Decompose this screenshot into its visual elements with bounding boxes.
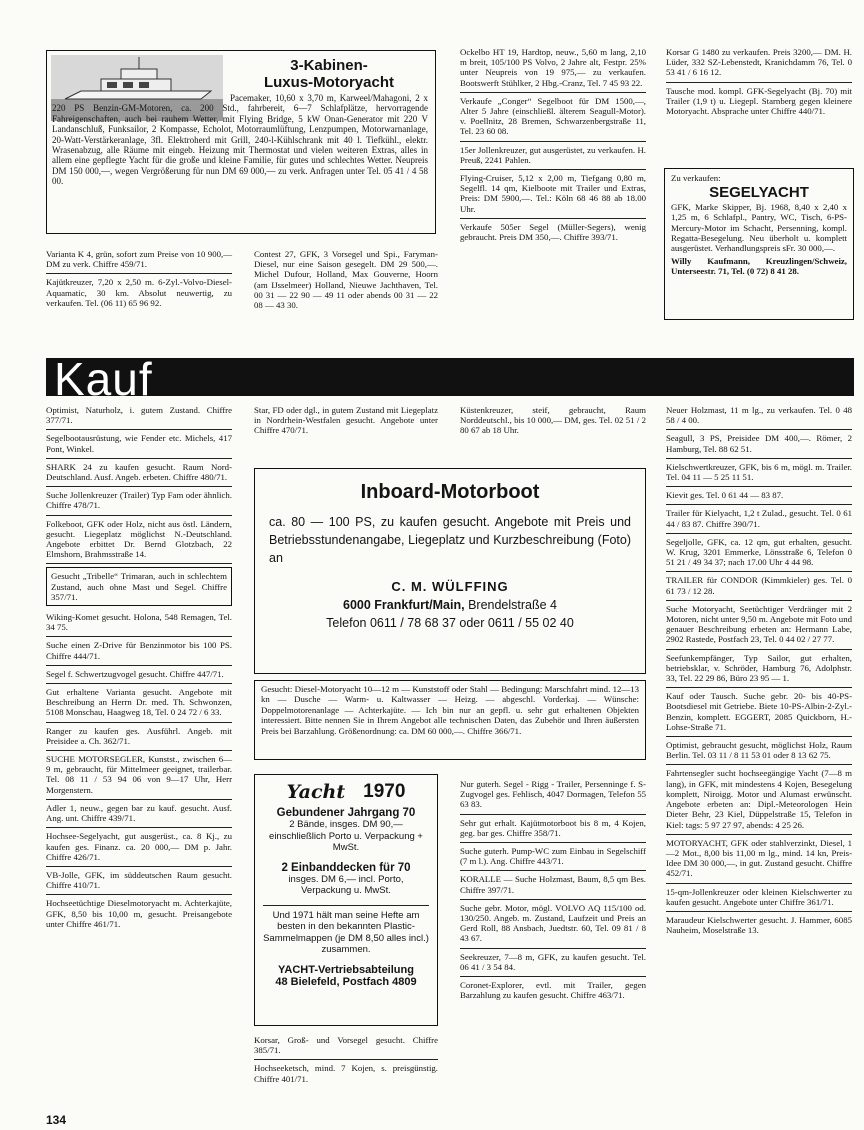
classified-ad: TRAILER für CONDOR (Kimmkieler) ges. Tel. 0 61 73 / 12 28. <box>666 572 852 600</box>
classified-ad-boxed: Gesucht „Tribelle“ Trimaran, auch in schlechtem Zustand, auch ohne Mast und Segel. Chiffre 357/71. <box>46 567 232 606</box>
featured-text: Pacemaker, 10,60 x 3,70 m, Karweel/Mahagoni, 2 x 220 PS Benzin-GM-Motoren, ca. 200 Std., fahrbereit, 6—7 Schlafplätze, hervorragende Fahreigenschaften, auch bei rauhem Wetter, mit Flying Bridge, 5 kW Onan-Generator mit 220 V Landanschluß, Funksailor, 2 Kompasse, Echolot, Motorraumlüftung, Lenzpumpen, Motorwarnanlage, 20-Watt-Verstärkeranlage, 3fl. Elektroherd mit Grill, 240-l-Kühlschrank mit 40 l. Tiefkühl., elektr. Wrasenabzug, alle Räume mit eingeb. Heizung mit Thermostat und vielen weiteren Extras, alles in allem eine gepflegte Yacht für die große und kleine Familie, für gutes und schlechtes Wetter. Neupreis DM 150 000,—, wegen Vergrößerung für nun DM 69 000,— zu verk. Anfragen unter Tel. 05 41 / 4 58 00. <box>52 93 428 187</box>
kauf-col3-bottom <box>460 776 646 1004</box>
classified-ad: Adler 1, neuw., gegen bar zu kauf. gesucht. Ausf. Ang. unt. Chiffre 439/71. <box>46 800 232 828</box>
classified-ad: Kievit ges. Tel. 0 61 44 — 83 87. <box>666 487 852 505</box>
classified-ad: Ockelbo HT 19, Hardtop, neuw., 5,60 m lang, 2,10 m breit, 105/100 PS Volvo, 2 Jahre alt, Festpr. 25% unter Neupreis von 19 975,— zu verkaufen. Bootswerft Stühlker, 2 Hbg.-Cranz, Tel. 7 45 93 22. <box>460 44 646 93</box>
diesel-motoryacht-ad <box>254 680 646 760</box>
classified-ad: Optimist, gebraucht gesucht, möglichst Holz, Raum Berlin. Tel. 03 11 / 8 11 53 01 oder 8 13 62 75. <box>666 737 852 765</box>
classified-ad: Hochsee-Segelyacht, gut ausgerüst., ca. 8 Kj., zu kaufen ges. Finanz. ca. 20 000,— DM p. Jahr. Chiffre 426/71. <box>46 828 232 867</box>
classified-ad: Segeljolle, GFK, ca. 12 qm, gut erhalten, gesucht. W. Krug, 3201 Emmerke, Lönsstraße 6, Telefon 0 51 21 / 49 34 37; nach 17.00 Uhr 4 44 98. <box>666 534 852 573</box>
inboard-name: C. M. WÜLFFING <box>391 579 509 594</box>
classified-ad: Sehr gut erhalt. Kajütmotorboot bis 8 m, 4 Kojen, geg. bar ges. Chiffre 358/71. <box>460 815 646 843</box>
top-col1 <box>46 246 232 312</box>
classified-ad: SHARK 24 zu kaufen gesucht. Raum Nord-Deutschland. Ausf. Angeb. erbeten. Chiffre 480/71. <box>46 459 232 487</box>
classified-ad: Suche Motoryacht, Seetüchtiger Verdränger mit 2 Motoren, nicht unter 9,50 m. Angebote mit Foto und genauer Beschreibung erbeten an: Hermann Labe, 2902 Rastede, Postfach 23, Tel. 0 44 02 / 27 77. <box>666 601 852 650</box>
classified-ad: Flying-Cruiser, 5,12 x 2,00 m, Tiefgang 0,80 m, Segelfl. 14 qm, Kielboote mit Trailer und Extras, Preis: DM 5900,—. Tel.: Köln 68 46 88 ab 18.00 Uhr. <box>460 170 646 219</box>
yacht-heading-bound: Gebundener Jahrgang 70 <box>276 807 416 819</box>
classified-ad: SUCHE MOTORSEGLER, Kunstst., zwischen 6—9 m, gebraucht, für Mittelmeer geeignet, trailerbar. Tel. 08 11 / 53 94 06 von 9—17 Uhr, Herr Morgenstern. <box>46 751 232 800</box>
classified-ad: Seefunkempfänger, Typ Sailor, gut erhalten, betriebsklar, v. Schröder, Hamburg 76, Adolphstr. 33, Tel. 22 29 86, Büro 23 95 — 1. <box>666 650 852 689</box>
classified-ad: Korsar, Groß- und Vorsegel gesucht. Chiffre 385/71. <box>254 1032 438 1060</box>
classified-ad: Trailer für Kielyacht, 1,2 t Zulad., gesucht. Tel. 0 61 44 / 83 87. Chiffre 390/71. <box>666 505 852 533</box>
classified-ad: Kielschwertkreuzer, GFK, bis 6 m, mögl. m. Trailer. Tel. 04 11 — 5 25 11 51. <box>666 459 852 487</box>
classified-ad: 15er Jollenkreuzer, gut ausgerüstet, zu verkaufen. H. Preuß, 2241 Pahlen. <box>460 142 646 170</box>
classified-ad: Hochseetüchtige Dieselmotoryacht m. Achterkajüte, GFK, 8,50 bis 10,00 m, gesucht. Preisangebote unter Chiffre 461/71. <box>46 898 232 929</box>
yacht-heading-vertrieb: YACHT-Vertriebsabteilung <box>278 963 414 976</box>
featured-title-line1: 3-Kabinen- <box>290 57 368 74</box>
classified-ad: Kauf oder Tausch. Suche gebr. 20- bis 40-PS-Bootsdiesel mit Getriebe. Biete 10-PS-Albin-2-Zyl.-Benzin, komplett. EGGERT, 2085 Quickborn, H.-Lohse-Straße 71. <box>666 688 852 737</box>
kauf-col1 <box>46 402 232 933</box>
yacht-heading-address: 48 Bielefeld, Postfach 4809 <box>275 975 417 988</box>
segelyacht-contact: Willy Kaufmann, Kreuzlingen/Schweiz, Unterseestr. 71, Tel. (0 72) 8 41 28. <box>671 256 847 277</box>
diesel-text: Gesucht: Diesel-Motoryacht 10—12 m — Kunststoff oder Stahl — Bedingung: Marschfahrt mind. 12—13 kn — Dusche — Warm- u. Kaltwasser — Heizg. — abgeschl. Vorderkaj. — Wünsche: Doppelmotorenanlage — Achterkajüte. — Ich bin nur an gepfl. u. sehr gut erhaltenen Objekten interessiert. Bitte nennen Sie in Ihrem Angebot alle technischen Daten, das Zubehör und Ihren äußersten Preis bei Barzahlung. Größenordnung: ca. DM 60 000,—. Chiffre 366/71. <box>261 684 639 736</box>
yacht-heading-covers: 2 Einbanddecken für 70 <box>281 861 411 874</box>
classified-ad: Verkaufe 505er Segel (Müller-Segers), wenig gebraucht. Preis DM 350,—. Chiffre 393/71. <box>460 221 646 243</box>
segelyacht-title: SEGELYACHT <box>709 184 809 202</box>
classified-ad: Korsar G 1480 zu verkaufen. Preis 3200,— DM. H. Lüder, 332 SZ-Lebenstedt, Kranichdamm 76, Tel. 0 53 41 / 6 16 12. <box>666 44 852 83</box>
inboard-motorboot-ad <box>254 468 646 674</box>
classified-ad: Neuer Holzmast, 11 m lg., zu verkaufen. Tel. 0 48 58 / 4 00. <box>666 402 852 430</box>
section-header-kauf <box>46 353 854 405</box>
inboard-text: ca. 80 — 100 PS, zu kaufen gesucht. Angebote mit Preis und Betriebsstundenangabe, Liegeplatz und Kurzbeschreibung (Foto) an <box>269 515 631 565</box>
classified-ad: Nur guterh. Segel - Rigg - Trailer, Persenninge f. S-Zugvogel ges. Fehlisch, 4047 Dormagen, Telefon 55 63 83. <box>460 776 646 815</box>
featured-ad-motoryacht <box>46 50 436 234</box>
top-col3 <box>460 44 646 246</box>
classified-ad: Folkeboot, GFK oder Holz, nicht aus östl. Ländern, gesucht. Liegeplatz möglichst N.-Deutschland. Angebote erbittet Dr. Bernd Glotzbach, 22 Elmshorn, Brahmsstraße 14. <box>46 516 232 565</box>
classified-ad: Optimist, Naturholz, i. gutem Zustand. Chiffre 377/71. <box>46 402 232 430</box>
yacht-logo: Yacht <box>286 781 346 803</box>
classified-ad: Seekreuzer, 7—8 m, GFK, zu kaufen gesucht. Tel. 06 41 / 3 54 84. <box>460 949 646 977</box>
classified-ad: Verkaufe „Conger“ Segelboot für DM 1500,—, Alter 5 Jahre (einschließl. älterem Seagull-Motor). v. Poellnitz, 28 Bremen, Schwarzenbergstraße 11, Tel. 23 60 08. <box>460 93 646 142</box>
classified-ad: Tausche mod. kompl. GFK-Segelyacht (Bj. 70) mit Trailer (1,9 t) u. Liegepl. Starnberg gegen kleinere Motoryacht. Absprache unter Chiffre 440/71. <box>666 85 852 117</box>
classified-ad: Segelbootausrüstung, wie Fender etc. Michels, 417 Pont, Winkel. <box>46 430 232 458</box>
classified-ad: Kajütkreuzer, 7,20 x 2,50 m. 6-Zyl.-Volvo-Diesel-Aquamatic, 30 km. Absolut neuwertig, zu verkaufen. Tel. (06 11) 65 96 92. <box>46 277 232 308</box>
top-col2 <box>254 246 438 314</box>
classified-ad: Contest 27, GFK, 3 Vorsegel und Spi., Faryman-Diesel, nur eine Saison gesegelt. DM 29 500,—. Michel Dufour, Holland, Max Gouverne, Hoorn (am IJsselmeer) Holland, Nieuwe Jachthaven, Tel. 00 31 — 22 90 — 49 11 oder abends 00 31 — 22 08 — 43 30. <box>254 249 438 311</box>
segelyacht-ad <box>664 168 854 320</box>
classified-ad: Suche gebr. Motor, mögl. VOLVO AQ 115/100 od. 130/250. Angeb. m. Zustand, Laufzeit und Preis an Gerd Roll, 88 Ansbach, Juedtstr. 60, Tel. 09 81 / 8 43 67. <box>460 900 646 949</box>
yacht-text-mappen: Und 1971 hält man seine Hefte am besten in den bekannten Plastic-Sammelmappen (je DM 8,50 alles incl.) zusammen. <box>263 909 429 955</box>
classified-ad: VB-Jolle, GFK, im süddeutschen Raum gesucht. Chiffre 410/71. <box>46 867 232 895</box>
classified-ad: Varianta K 4, grün, sofort zum Preise von 10 900,— DM zu verk. Chiffre 459/71. <box>46 246 232 274</box>
kauf-col3-top <box>460 402 646 440</box>
segelyacht-intro: Zu verkaufen: <box>671 173 721 183</box>
classified-ad: Star, FD oder dgl., in gutem Zustand mit Liegeplatz in Nordrhein-Westfalen gesucht. Angebote unter Chiffre 470/71. <box>254 405 438 436</box>
yacht-1970-ad <box>254 774 438 1026</box>
inboard-city: 6000 Frankfurt/Main, <box>343 598 465 612</box>
classified-ad: MOTORYACHT, GFK oder stahlverzinkt, Diesel, 1—2 Mot., 8,00 bis 11,00 m lg., mind. 14 kn, Preis-Idee DM 30 000,—, in gut. Zustand gesucht. Chiffre 452/71. <box>666 835 852 884</box>
classified-ad: Ranger zu kaufen ges. Ausführl. Angeb. mit Preisidee a. Ch. 362/71. <box>46 723 232 751</box>
classified-ad: Gut erhaltene Varianta gesucht. Angebote mit Beschreibung an Herrn Dr. med. Th. Schwonzen, 5108 Monschau, Haagweg 18, Tel. 0 24 72 / 6 33. <box>46 684 232 723</box>
classified-ad: Suche Jollenkreuzer (Trailer) Typ Fam oder ähnlich. Chiffre 478/71. <box>46 487 232 515</box>
classified-ad: 15-qm-Jollenkreuzer oder kleinen Kielschwerter zu kaufen gesucht. Angebote unter Chiffre 361/71. <box>666 884 852 912</box>
section-title: Kauf <box>54 353 153 405</box>
classified-ad: Suche einen Z-Drive für Benzinmotor bis 100 PS. Chiffre 444/71. <box>46 637 232 665</box>
segelyacht-text: GFK, Marke Skipper, Bj. 1968, 8,40 x 2,40 x 1,25 m, 6 Schlafpl., Pantry, WC, Tisch, 6-PS-Mercury-Motor im Schacht, Persenning, kompl. Regatta-Besegelung. Neu überholt u. komplett ausgerüstet. Verhandlungspreis sFr. 30 000,—. <box>671 202 847 254</box>
classified-ad: Hochseeketsch, mind. 7 Kojen, s. preisgünstig. Chiffre 401/71. <box>254 1063 438 1084</box>
top-col4 <box>666 44 852 120</box>
classified-ad: Suche guterh. Pump-WC zum Einbau in Segelschiff (7 m l.). Ang. Chiffre 443/71. <box>460 843 646 871</box>
page-number: 134 <box>46 1113 67 1127</box>
classified-ad: Maraudeur Kielschwerter gesucht. J. Hammer, 6085 Nauheim, Moselstraße 13. <box>666 914 852 936</box>
classified-ad: Fahrtensegler sucht hochseegängige Yacht (7—8 m lang), in GFK, mit mindestens 4 Kojen, Besegelung komplett, Niroigg. Motor und Alumast erwünscht. Angebote erbeten an: Dipl.-Meteorologen Hein Dieter Behr, 23 Kiel, Düppelstraße 15, Telefon in Kiel: tags: 5 97 27 97, abends: 4 25 26. <box>666 765 852 834</box>
classified-ad: Segel f. Schwertzugvogel gesucht. Chiffre 447/71. <box>46 666 232 684</box>
yacht-year: 1970 <box>363 781 406 802</box>
kauf-col4 <box>666 402 852 939</box>
classified-ad: Seagull, 3 PS, Preisidee DM 400,—. Römer, 2 Hamburg, Tel. 88 62 51. <box>666 430 852 458</box>
inboard-phone: Telefon 0611 / 78 68 37 oder 0611 / 55 02 40 <box>326 616 574 630</box>
classified-ad: Coronet-Explorer, evtl. mit Trailer, gegen Barzahlung zu kaufen gesucht. Chiffre 463/71. <box>460 980 646 1001</box>
classified-ad: Wiking-Komet gesucht. Holona, 548 Remagen, Tel. 34 75. <box>46 609 232 637</box>
inboard-title: Inboard-Motorboot <box>360 481 540 503</box>
featured-title-line2: Luxus-Motoryacht <box>263 74 394 91</box>
inboard-street: Brendelstraße 4 <box>468 598 557 612</box>
yacht-text-covers: insges. DM 6,— incl. Porto, Verpackung u. MwSt. <box>288 873 404 896</box>
kauf-col2-bottom <box>254 1032 438 1088</box>
kauf-col2-top <box>254 402 438 440</box>
yacht-text-bound: 2 Bände, insges. DM 90,— einschließlich Porto u. Verpackung + MwSt. <box>269 819 423 853</box>
classified-ad: Küstenkreuzer, steif, gebraucht, Raum Norddeutschl., bis 10 000,— DM, ges. Tel. 02 51 / 2 80 67 ab 18 Uhr. <box>460 405 646 436</box>
classified-ad: KORALLE — Suche Holzmast, Baum, 8,5 qm Bes. Chiffre 397/71. <box>460 871 646 899</box>
